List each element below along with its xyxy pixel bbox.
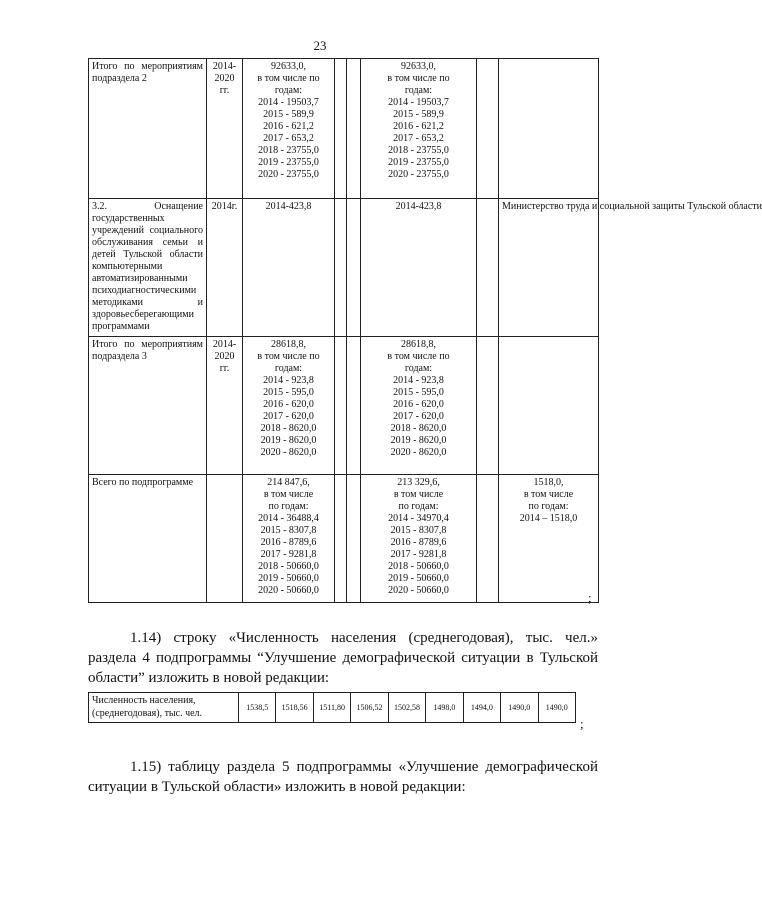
cell-line: 2015 - 595,0 (393, 387, 444, 398)
total-funding-cell (243, 337, 335, 475)
funding-cell-col7 (477, 475, 499, 603)
cell-line: 2019 - 50660,0 (388, 573, 449, 584)
cell-line: в том числе по (387, 351, 450, 362)
population-value: 1538,5 (239, 693, 276, 723)
cell-line: 2014 - 19503,7 (258, 97, 319, 108)
cell-line: в том числе (523, 489, 574, 500)
executor-cell (499, 199, 762, 337)
cell-line: 2016 - 8789,6 (260, 537, 317, 548)
cell-line: 92633,0, (271, 61, 306, 72)
funding-cell-col5 (347, 59, 361, 199)
population-value: 1518,56 (276, 693, 313, 723)
cell-line: 2016 - 620,0 (263, 399, 314, 410)
funding-cell-col4 (335, 337, 347, 475)
cell-line: 2014 - 34970,4 (388, 513, 449, 524)
cell-line: 2014 - 36488,4 (258, 513, 319, 524)
page-number: 23 (313, 38, 327, 53)
cell-line: гг. (219, 85, 230, 96)
table-row (89, 59, 599, 199)
funding-cell-col7 (477, 59, 499, 199)
cell-line: 2019 - 8620,0 (390, 435, 447, 446)
cell-line: 2019 - 23755,0 (258, 157, 319, 168)
cell-line: 2015 - 589,9 (393, 109, 444, 120)
cell-line: 2016 - 8789,6 (390, 537, 447, 548)
cell-line: 2015 - 589,9 (263, 109, 314, 120)
cell-line: 2017 - 653,2 (263, 133, 314, 144)
funding-cell-col4 (335, 199, 347, 337)
regional-budget-cell (361, 59, 477, 199)
cell-line: 214 847,6, (267, 477, 310, 488)
cell-line: 2019 - 23755,0 (388, 157, 449, 168)
cell-line: 2015 - 8307,8 (390, 525, 447, 536)
cell-line: годам: (404, 363, 433, 374)
cell-line: 2014-423,8 (265, 201, 312, 212)
cell-line: 2018 - 8620,0 (260, 423, 317, 434)
total-funding-cell (243, 475, 335, 603)
cell-line: 2020 (214, 73, 235, 84)
cell-line: 213 329,6, (397, 477, 440, 488)
cell-line: 2015 - 595,0 (263, 387, 314, 398)
paragraph-1-15: 1.15) таблицу раздела 5 подпрограммы «Улучшение демографической ситуации в Тульской области» изложить в новой редакции: (88, 759, 598, 795)
cell-line: 2016 - 620,0 (393, 399, 444, 410)
cell-line: 2020 - 8620,0 (390, 447, 447, 458)
funding-cell-col7 (477, 199, 499, 337)
cell-line: годам: (404, 85, 433, 96)
paragraph-1-14: 1.14) строку «Численность населения (среднегодовая), тыс. чел.» раздела 4 подпрограммы “Улучшение демографической ситуации в Тульской области” изложить в новой редакции: (88, 630, 598, 686)
cell-line: гг. (219, 363, 230, 374)
population-value: 1506,52 (351, 693, 388, 723)
measure-name-cell: Итого по мероприятиям подраздела 2 (89, 59, 207, 199)
population-label: Численность населения, (среднегодовая), тыс. чел. (89, 693, 239, 723)
population-value: 1490,0 (538, 693, 576, 723)
cell-line: 2015 - 8307,8 (260, 525, 317, 536)
cell-line: 2016 - 621,2 (263, 121, 314, 132)
period-cell (207, 475, 243, 603)
cell-line: по годам: (528, 501, 569, 512)
cell-line: 2014 - 19503,7 (388, 97, 449, 108)
population-value: 1511,80 (313, 693, 350, 723)
cell-line: Министерство труда и социальной защиты Тульской области (502, 201, 762, 212)
cell-line: в том числе (393, 489, 444, 500)
cell-line: 2014 - 923,8 (263, 375, 314, 386)
cell-line: в том числе по (257, 73, 320, 84)
measure-name-cell: Итого по мероприятиям подраздела 3 (89, 337, 207, 475)
cell-line: 2018 - 50660,0 (258, 561, 319, 572)
cell-line: 2018 - 23755,0 (388, 145, 449, 156)
funding-cell-col5 (347, 475, 361, 603)
cell-line: 2017 - 620,0 (393, 411, 444, 422)
cell-line: 2016 - 621,2 (393, 121, 444, 132)
cell-line: по годам: (268, 501, 309, 512)
cell-line: в том числе по (387, 73, 450, 84)
population-row (89, 693, 576, 723)
cell-line: по годам: (398, 501, 439, 512)
measure-name-cell: Всего по подпрограмме (89, 475, 207, 603)
funding-cell-col7 (477, 337, 499, 475)
population-table (88, 692, 576, 723)
executor-cell (499, 337, 599, 475)
cell-line: 2017 - 653,2 (393, 133, 444, 144)
cell-line: 2018 - 50660,0 (388, 561, 449, 572)
cell-line: 2014г. (211, 201, 238, 212)
cell-line: 2014 – 1518,0 (519, 513, 578, 524)
period-cell (207, 337, 243, 475)
cell-line: 2014-423,8 (395, 201, 442, 212)
cell-line: 2017 - 620,0 (263, 411, 314, 422)
cell-line: 2020 - 23755,0 (388, 169, 449, 180)
cell-line: 2019 - 8620,0 (260, 435, 317, 446)
cell-line: 2014- (212, 339, 237, 350)
cell-line: в том числе по (257, 351, 320, 362)
cell-line: 1518,0, (533, 477, 564, 488)
table-row (89, 337, 599, 475)
population-semicolon: ; (580, 716, 584, 731)
table-row (89, 475, 599, 603)
regional-budget-cell (361, 199, 477, 337)
cell-line: 2020 - 23755,0 (258, 169, 319, 180)
regional-budget-cell (361, 475, 477, 603)
measures-table (88, 58, 762, 603)
cell-line: 2017 - 9281,8 (390, 549, 447, 560)
period-cell (207, 59, 243, 199)
population-value: 1498,0 (426, 693, 463, 723)
funding-cell-col5 (347, 199, 361, 337)
regional-budget-cell (361, 337, 477, 475)
cell-line: 2014 - 923,8 (393, 375, 444, 386)
cell-line: 2018 - 8620,0 (390, 423, 447, 434)
executor-cell (499, 475, 599, 603)
funding-cell-col5 (347, 337, 361, 475)
funding-cell-col4 (335, 475, 347, 603)
table-end-semicolon: ; (588, 590, 592, 605)
total-funding-cell (243, 199, 335, 337)
cell-line: годам: (274, 363, 303, 374)
period-cell (207, 199, 243, 337)
cell-line: 2020 (214, 351, 235, 362)
cell-line: 92633,0, (401, 61, 436, 72)
total-funding-cell (243, 59, 335, 199)
cell-line: 2017 - 9281,8 (260, 549, 317, 560)
cell-line: 28618,8, (271, 339, 306, 350)
cell-line: 2020 - 8620,0 (260, 447, 317, 458)
cell-line: 2020 - 50660,0 (388, 585, 449, 596)
cell-line: 2020 - 50660,0 (258, 585, 319, 596)
table-row (89, 199, 599, 337)
population-value: 1502,58 (388, 693, 425, 723)
cell-line: 28618,8, (401, 339, 436, 350)
cell-line: годам: (274, 85, 303, 96)
cell-line: в том числе (263, 489, 314, 500)
population-value: 1490,0 (501, 693, 538, 723)
cell-line: 2019 - 50660,0 (258, 573, 319, 584)
measure-name-cell: 3.2. Оснащение государственных учреждений социального обслуживания семьи и детей Тульской области компьютерными автоматизированными психодиагностическими методиками и здоровьесберегающими программами (89, 199, 207, 337)
cell-line: 2014- (212, 61, 237, 72)
executor-cell (499, 59, 599, 199)
cell-line: 2018 - 23755,0 (258, 145, 319, 156)
population-value: 1494,0 (463, 693, 500, 723)
funding-cell-col4 (335, 59, 347, 199)
